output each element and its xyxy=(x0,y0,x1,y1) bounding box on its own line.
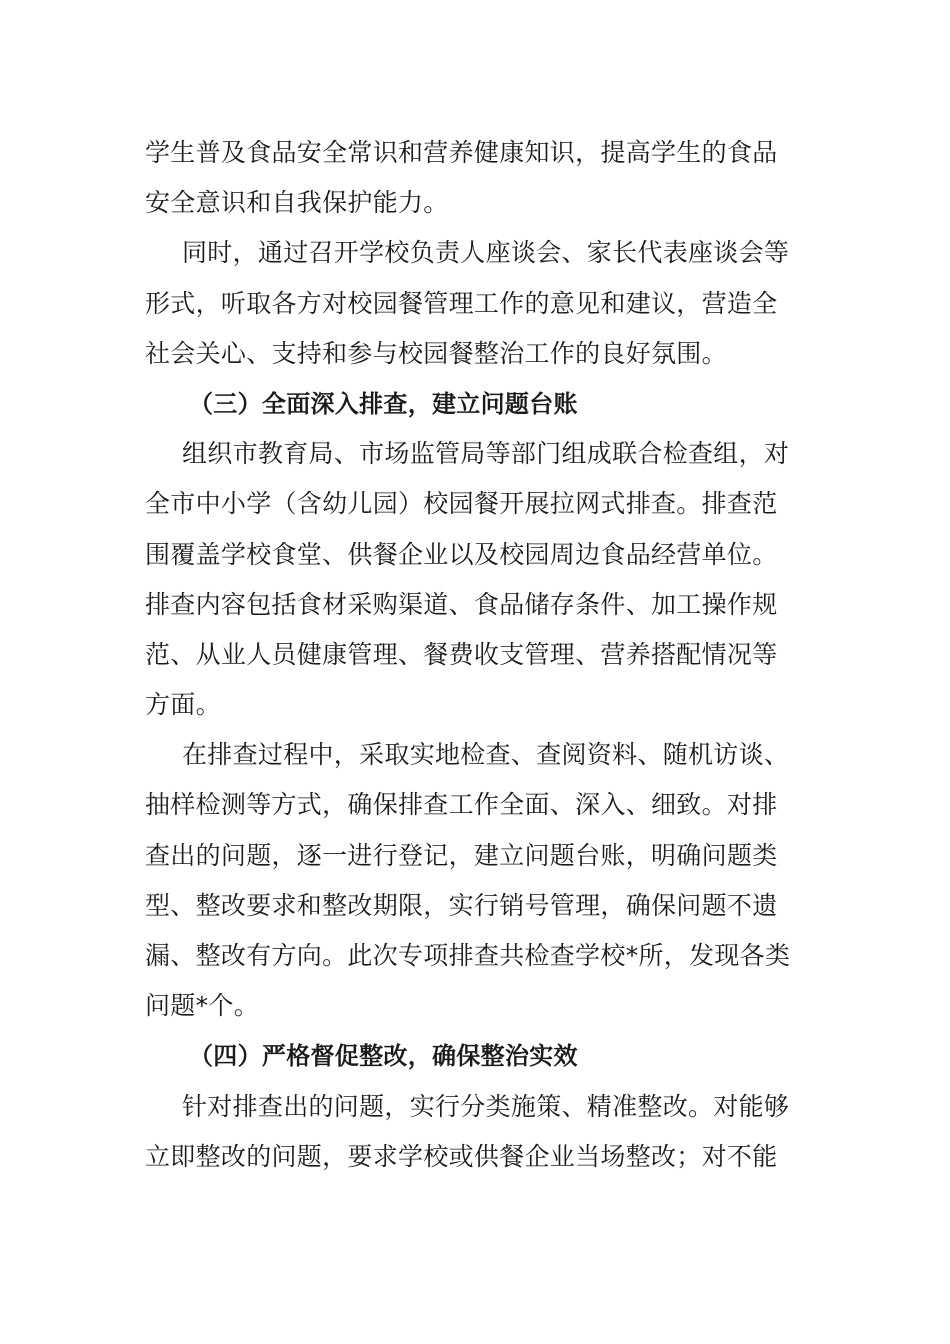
section-heading: （三）全面深入排查，建立问题台账 xyxy=(189,389,578,418)
paragraph-line: 查出的问题，逐一进行登记，建立问题台账，明确问题类 xyxy=(145,840,778,870)
paragraph-line: 漏、整改有方向。此次专项排查共检查学校*所，发现各类 xyxy=(145,941,791,970)
document-body xyxy=(145,128,805,1182)
paragraph-line: 同时，通过召开学校负责人座谈会、家长代表座谈会等 xyxy=(182,238,790,268)
paragraph-line: 方面。 xyxy=(145,690,221,720)
paragraph-line: 全市中小学（含幼儿园）校园餐开展拉网式排查。排查范 xyxy=(145,489,778,519)
paragraph-line: 安全意识和自我保护能力。 xyxy=(145,188,449,218)
paragraph-line: 型、整改要求和整改期限，实行销号管理，确保问题不遗 xyxy=(145,890,778,920)
paragraph-line: 在排查过程中，采取实地检查、查阅资料、随机访谈、 xyxy=(182,740,790,770)
paragraph-line: 组织市教育局、市场监管局等部门组成联合检查组，对 xyxy=(182,439,790,469)
paragraph-line: 范、从业人员健康管理、餐费收支管理、营养搭配情况等 xyxy=(145,639,778,669)
section-heading: （四）严格督促整改，确保整治实效 xyxy=(189,1042,578,1071)
paragraph-line: 问题*个。 xyxy=(145,991,260,1021)
paragraph-line: 抽样检测等方式，确保排查工作全面、深入、细致。对排 xyxy=(145,790,778,820)
paragraph-line: 社会关心、支持和参与校园餐整治工作的良好氛围。 xyxy=(145,338,727,368)
paragraph-line: 围覆盖学校食堂、供餐企业以及校园周边食品经营单位。 xyxy=(145,539,778,569)
paragraph-line: 针对排查出的问题，实行分类施策、精准整改。对能够 xyxy=(182,1091,790,1121)
paragraph-line: 形式，听取各方对校园餐管理工作的意见和建议，营造全 xyxy=(145,288,778,318)
paragraph-line: 立即整改的问题，要求学校或供餐企业当场整改；对不能 xyxy=(145,1141,778,1171)
paragraph-line: 排查内容包括食材采购渠道、食品储存条件、加工操作规 xyxy=(145,589,778,619)
paragraph-line: 学生普及食品安全常识和营养健康知识，提高学生的食品 xyxy=(145,138,778,167)
